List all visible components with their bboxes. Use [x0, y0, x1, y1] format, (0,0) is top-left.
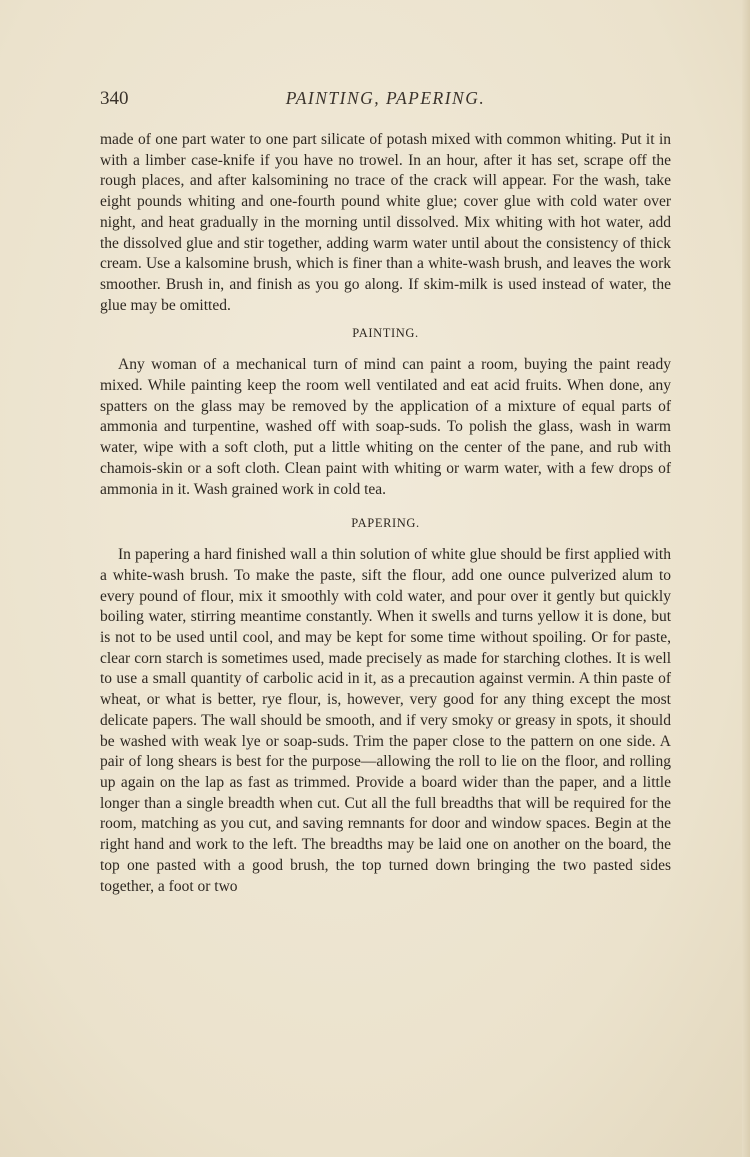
running-head: PAINTING, PAPERING. — [285, 88, 486, 108]
papering-heading: PAPERING. — [351, 516, 420, 531]
page-number: 340 — [100, 88, 129, 109]
page-header — [100, 88, 671, 116]
painting-paragraph: Any woman of a mechanical turn of mind can paint a room, buying the paint ready mixed. While painting keep the room well ventilated and eat acid fruits. When done, any spatters on the glass may be removed by the application of a mixture of equal parts of ammonia and turpentine, washed off with soap-suds. To polish the glass, wash in warm water, wipe with a soft cloth, put a little whiting on the center of the pane, and rub with chamois-skin or a soft cloth. Clean paint with whiting or warm water, with a few drops of ammonia in it. Wash grained work in cold tea. — [100, 356, 671, 498]
intro-paragraph: made of one part water to one part silicate of potash mixed with common whiting. Put it in with a limber case-knife if you have no trowel. In an hour, after it has set, scrape off the rough places, and after kalsomining no trace of the crack will appear. For the wash, take eight pounds whiting and one-fourth pound white glue; cover glue with cold water over night, and heat gradually in the morning until dissolved. Mix whiting with hot water, add the dissolved glue and stir together, adding warm water until about the consistency of thick cream. Use a kalsomine brush, which is finer than a white-wash brush, and leaves the work smoother. Brush in, and finish as you go along. If skim-milk is used instead of water, the glue may be omitted. — [100, 131, 671, 314]
papering-paragraph: In papering a hard finished wall a thin solution of white glue should be first applied with a white-wash brush. To make the paste, sift the flour, add one ounce pulverized alum to every pound of flour, mix it smoothly with cold water, and pour over it gently but quickly boiling water, stirring meantime constantly. When it swells and turns yellow it is done, but is not to be used until cool, and may be kept for some time without spoiling. Or for paste, clear corn starch is sometimes used, made precisely as made for starching clothes. It is well to use a small quantity of carbolic acid in it, as a precaution against vermin. A thin paste of wheat, or what is better, rye flour, is, however, very good for any thing except the most delicate papers. The wall should be smooth, and if very smoky or greasy in spots, it should be washed with weak lye or soap-suds. Trim the paper close to the pattern on one side. A pair of long shears is best for the purpose—allowing the roll to lie on the floor, and rolling up again on the lap as fast as trimmed. Provide a board wider than the paper, and a little longer than a single breadth when cut. Cut all the full breadths that will be required for the room, matching as you cut, and saving remnants for door and window spaces. Begin at the right hand and work to the left. The breadths may be laid one on another on the board, the top one pasted with a good brush, the top turned down bringing the two pasted sides together, a foot or two — [100, 546, 671, 895]
page-edge — [742, 0, 750, 1157]
page-body — [100, 130, 671, 897]
painting-heading: PAINTING. — [352, 326, 419, 341]
